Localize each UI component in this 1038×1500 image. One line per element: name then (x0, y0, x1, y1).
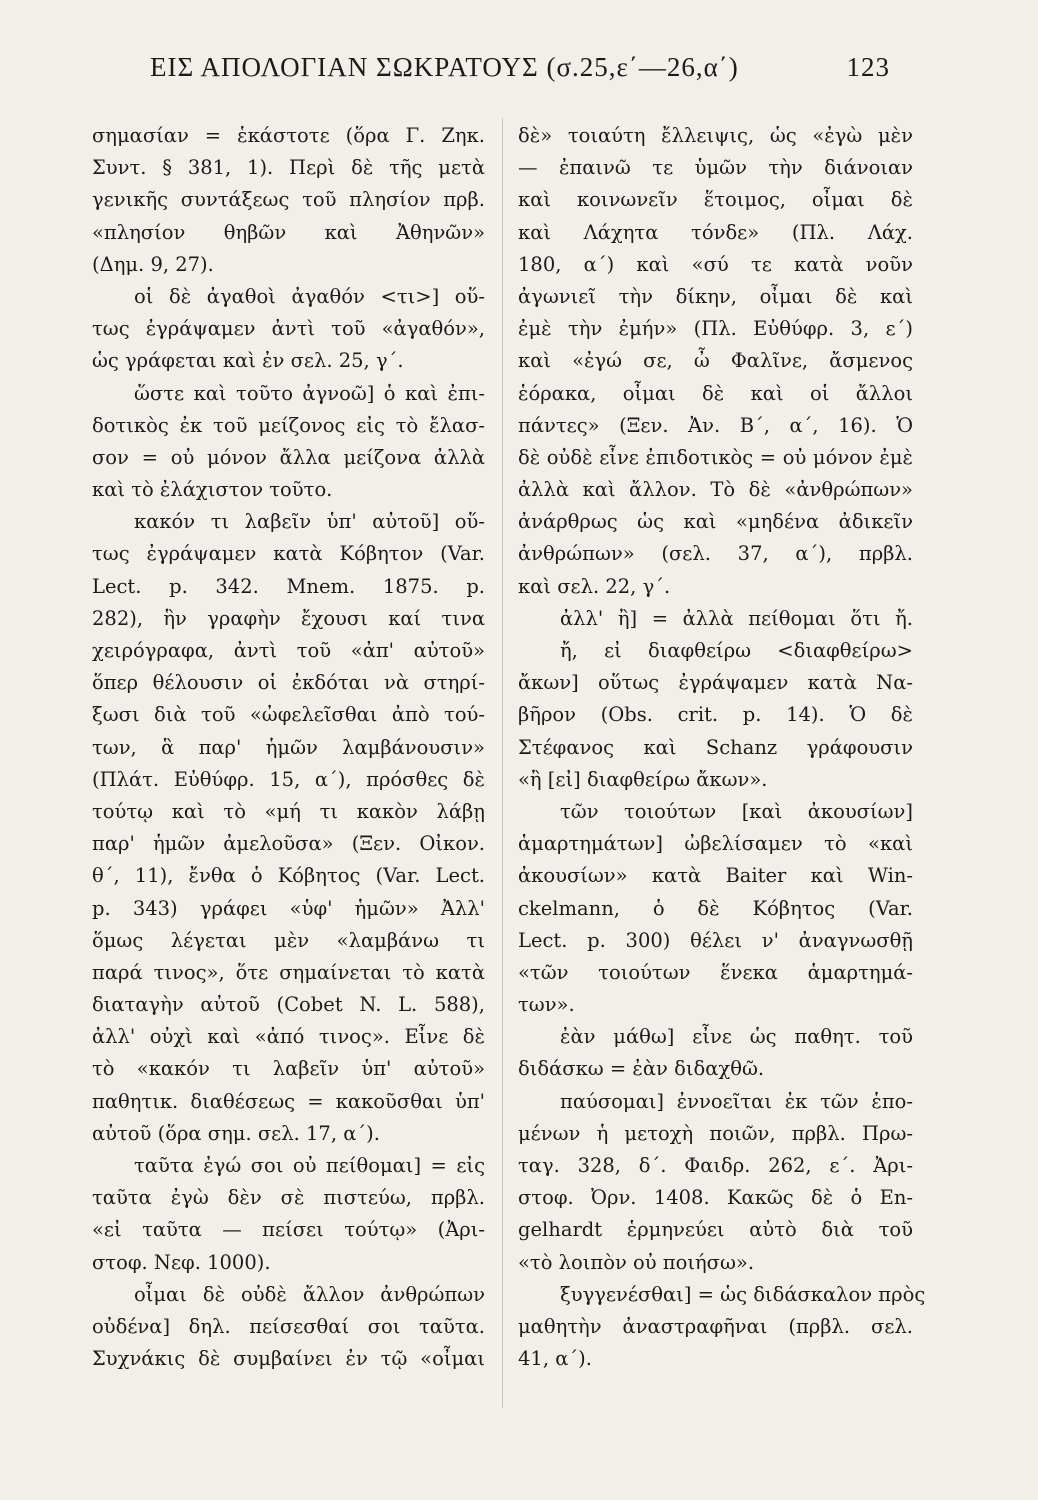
text-line: «τῶν τοιούτων ἕνεκα ἁμαρτημά- (518, 960, 913, 984)
text-line: χειρόγραφα, ἀντὶ τοῦ «ἀπ' αὐτοῦ» (92, 639, 485, 662)
text-line: ὅπερ θέλουσιν οἱ ἐκδόται νὰ στηρί- (92, 671, 485, 695)
text-line: 41, α΄). (518, 1347, 592, 1371)
running-title: ΕΙΣ ΑΠΟΛΟΓΙΑΝ ΣΩΚΡΑΤΟΥΣ (σ.25,ε΄—26,α΄) (150, 52, 739, 82)
text-line: καὶ κοινωνεῖν ἕτοιμος, οἶμαι δὲ (518, 188, 913, 212)
text-line: παρ' ἡμῶν ἀμελοῦσα» (Ξεν. Οἰκον. (92, 832, 485, 856)
text-line: ἑόρακα, οἶμαι δὲ καὶ οἱ ἄλλοι (518, 381, 913, 405)
text-line: μένων ἡ μετοχὴ ποιῶν, πρβλ. Πρω- (518, 1121, 913, 1145)
text-line: ξωσι διὰ τοῦ «ὠφελεῖσθαι ἀπὸ τού- (92, 703, 485, 727)
text-line: Lect. p. 300) θέλει ν' ἀναγνωσθῇ (518, 928, 913, 952)
text-line: 180, α΄) καὶ «σύ τε κατὰ νοῦν (518, 252, 913, 276)
text-line: Lect. p. 342. Mnem. 1875. p. (92, 574, 485, 598)
text-line: καὶ τὸ ἐλάχιστον τοῦτο. (92, 478, 333, 502)
text-line: καὶ σελ. 22, γ΄. (518, 574, 671, 598)
text-line: p. 343) γράφει «ὑφ' ἡμῶν» Ἀλλ' (92, 896, 485, 920)
text-line: ἐὰν μάθω] εἶνε ὡς παθητ. τοῦ (560, 1025, 913, 1049)
text-line: ἐμὲ τὴν ἐμήν» (Πλ. Εὐθύφρ. 3, ε΄) (518, 317, 913, 341)
text-line: ἀγωνιεῖ τὴν δίκην, οἶμαι δὲ καὶ (518, 284, 913, 308)
text-line: ταῦτα ἐγὼ δὲν σὲ πιστεύω, πρβλ. (92, 1186, 485, 1210)
text-line: δοτικὸς ἐκ τοῦ μείζονος εἰς τὸ ἔλασ- (92, 413, 485, 437)
text-line: ὅμως λέγεται μὲν «λαμβάνω τι (92, 928, 485, 952)
text-line: «εἰ ταῦτα — πείσει τούτῳ» (Ἀρι- (92, 1218, 485, 1242)
text-line: δὲ» τοιαύτη ἔλλειψις, ὡς «ἐγὼ μὲν (518, 124, 913, 147)
text-line: ἀλλ' οὐχὶ καὶ «ἀπό τινος». Εἶνε δὲ (92, 1025, 485, 1049)
page-header (150, 52, 890, 83)
text-line: παρά τινος», ὅτε σημαίνεται τὸ κατὰ (92, 960, 485, 984)
text-line: διαταγὴν αὐτοῦ (Cobet N. L. 588), (92, 993, 485, 1017)
text-line: οἱ δὲ ἀγαθοὶ ἀγαθόν <τι>] οὕ- (134, 284, 485, 308)
text-line: αὐτοῦ (ὅρα σημ. σελ. 17, α΄). (92, 1121, 380, 1145)
text-line: ckelmann, ὁ δὲ Κόβητος (Var. (518, 896, 913, 920)
text-line: gelhardt ἑρμηνεύει αὐτὸ διὰ τοῦ (518, 1218, 913, 1242)
text-line: καὶ Λάχητα τόνδε» (Πλ. Λάχ. (518, 220, 913, 244)
text-line: ξυγγενέσθαι] = ὡς διδάσκαλον πρὸς (560, 1282, 926, 1306)
text-line: οἶμαι δὲ οὐδὲ ἄλλον ἀνθρώπων (134, 1282, 485, 1306)
text-line: τως ἐγράψαμεν κατὰ Κόβητον (Var. (92, 542, 485, 566)
text-line: παύσομαι] ἐννοεῖται ἐκ τῶν ἑπο- (560, 1089, 913, 1113)
text-line: των». (518, 993, 575, 1017)
left-column (92, 120, 485, 1375)
text-line: «πλησίον θηβῶν καὶ Ἀθηνῶν» (92, 220, 485, 244)
column-divider (502, 118, 503, 1408)
text-line: στοφ. Νεφ. 1000). (92, 1250, 271, 1274)
page-number: 123 (846, 52, 890, 82)
text-line: ἀλλὰ καὶ ἄλλον. Τὸ δὲ «ἀνθρώπων» (518, 478, 913, 502)
text-line: ἁμαρτημάτων] ὠβελίσαμεν τὸ «καὶ (518, 832, 913, 856)
text-line: 282), ἣν γραφὴν ἔχουσι καί τινα (92, 606, 485, 630)
text-line: ἤ, εἰ διαφθείρω <διαφθείρω> (560, 639, 913, 662)
text-line: ταῦτα ἐγώ σοι οὐ πείθομαι] = εἰς (134, 1154, 485, 1177)
text-line: παθητικ. διαθέσεως = κακοῦσθαι ὑπ' (92, 1089, 485, 1113)
text-line: «ἢ [εἰ] διαφθείρω ἄκων». (518, 767, 768, 791)
text-line: των, ἃ παρ' ἡμῶν λαμβάνουσιν» (92, 735, 485, 759)
text-line: ἀνθρώπων» (σελ. 37, α΄), πρβλ. (518, 542, 913, 566)
text-line: ἀκουσίων» κατὰ Baiter καὶ Win- (518, 864, 913, 888)
text-line: ἀλλ' ἢ] = ἀλλὰ πείθομαι ὅτι ἤ. (560, 606, 913, 630)
text-line: τούτῳ καὶ τὸ «μή τι κακὸν λάβῃ (92, 799, 485, 823)
text-line: τῶν τοιούτων [καὶ ἀκουσίων] (560, 799, 913, 823)
text-line: τὸ «κακόν τι λαβεῖν ὑπ' αὐτοῦ» (92, 1057, 485, 1081)
text-line: (Πλάτ. Εὐθύφρ. 15, α΄), πρόσθες δὲ (92, 767, 485, 791)
text-line: κακόν τι λαβεῖν ὑπ' αὐτοῦ] οὕ- (134, 510, 485, 534)
text-line: ὡς γράφεται καὶ ἐν σελ. 25, γ΄. (92, 349, 404, 373)
text-line: θ΄, 11), ἔνθα ὁ Κόβητος (Var. Lect. (92, 864, 485, 888)
text-line: πάντες» (Ξεν. Ἀν. Β΄, α΄, 16). Ὁ (518, 413, 913, 437)
text-line: σημασίαν = ἑκάστοτε (ὅρα Γ. Ζηκ. (92, 124, 485, 147)
text-line: σον = οὐ μόνον ἄλλα μείζονα ἀλλὰ (92, 445, 485, 469)
text-line: καὶ «ἐγώ σε, ὦ Φαλῖνε, ἄσμενος (518, 349, 913, 373)
text-line: ἀνάρθρως ὡς καὶ «μηδένα ἀδικεῖν (518, 510, 913, 534)
text-line: «τὸ λοιπὸν οὐ ποιήσω». (518, 1250, 755, 1274)
text-line: διδάσκω = ἐὰν διδαχθῶ. (518, 1057, 765, 1081)
text-line: τως ἐγράψαμεν ἀντὶ τοῦ «ἀγαθόν», (92, 317, 485, 341)
text-line: ὥστε καὶ τοῦτο ἀγνοῶ] ὁ καὶ ἐπι- (134, 381, 485, 405)
text-line: Στέφανος καὶ Schanz γράφουσιν (518, 735, 913, 759)
text-line: Συχνάκις δὲ συμβαίνει ἐν τῷ «οἶμαι (92, 1347, 485, 1371)
text-line: δὲ οὐδὲ εἶνε ἐπιδοτικὸς = οὐ μόνον ἐμὲ (518, 445, 913, 469)
text-line: μαθητὴν ἀναστραφῆναι (πρβλ. σελ. (518, 1314, 913, 1338)
text-line: Συντ. § 381, 1). Περὶ δὲ τῆς μετὰ (92, 156, 485, 180)
text-line: οὐδένα] δηλ. πείσεσθαί σοι ταῦτα. (92, 1314, 485, 1338)
text-line: ταγ. 328, δ΄. Φαιδρ. 262, ε΄. Ἀρι- (518, 1154, 913, 1177)
right-column (518, 120, 926, 1375)
text-line: (Δημ. 9, 27). (92, 252, 214, 276)
text-line: ἄκων] οὕτως ἐγράψαμεν κατὰ Να- (518, 671, 913, 695)
text-line: βῆρον (Obs. crit. p. 14). Ὁ δὲ (518, 703, 913, 727)
text-line: γενικῆς συντάξεως τοῦ πλησίον πρβ. (92, 188, 485, 212)
text-line: — ἐπαινῶ τε ὑμῶν τὴν διάνοιαν (518, 156, 913, 180)
text-line: στοφ. Ὀρν. 1408. Κακῶς δὲ ὁ En- (518, 1186, 913, 1210)
